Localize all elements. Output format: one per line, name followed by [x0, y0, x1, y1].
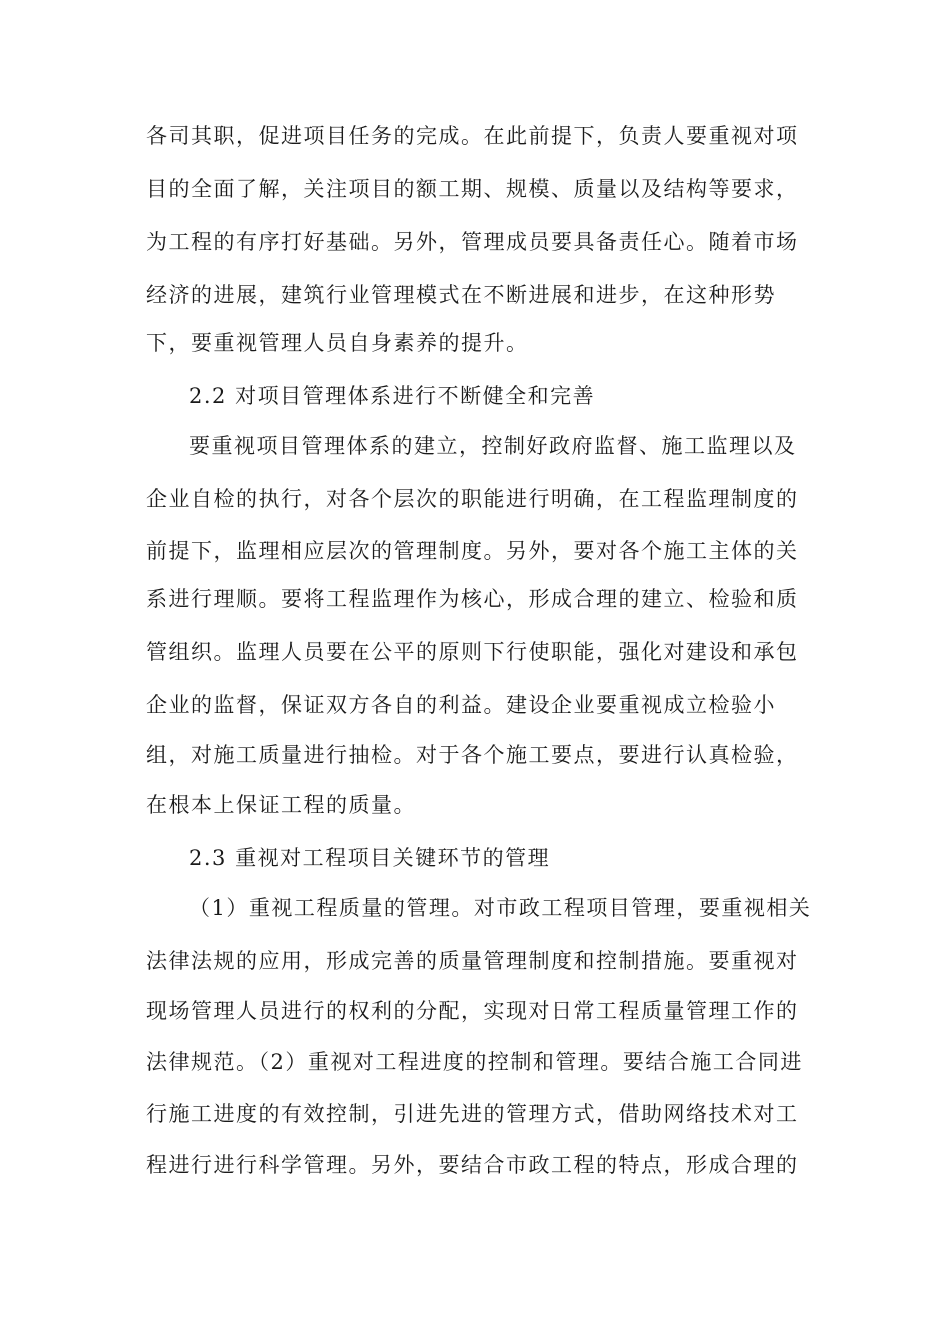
text-line: 下，要重视管理人员自身素养的提升。: [146, 331, 529, 355]
text-line: 管组织。监理人员要在公平的原则下行使职能，强化对建设和承包: [146, 640, 799, 664]
text-line: 法律规范。（2）重视对工程进度的控制和管理。要结合施工合同进: [146, 1050, 803, 1074]
text-line: 目的全面了解，关注项目的额工期、规模、质量以及结构等要求，: [146, 177, 799, 201]
text-line: 各司其职，促进项目任务的完成。在此前提下，负责人要重视对项: [146, 124, 799, 148]
text-line: 前提下，监理相应层次的管理制度。另外，要对各个施工主体的关: [146, 539, 799, 563]
text-line: 程进行进行科学管理。另外，要结合市政工程的特点，形成合理的: [146, 1153, 799, 1177]
text-line: 组，对施工质量进行抽检。对于各个施工要点，要进行认真检验，: [146, 743, 799, 767]
text-line: 在根本上保证工程的质量。: [146, 793, 416, 817]
section-heading: 2.3 重视对工程项目关键环节的管理: [189, 846, 551, 870]
text-line: 企业自检的执行，对各个层次的职能进行明确，在工程监理制度的: [146, 487, 799, 511]
text-line: 法律法规的应用，形成完善的质量管理制度和控制措施。要重视对: [146, 949, 799, 973]
text-line: 要重视项目管理体系的建立，控制好政府监督、施工监理以及: [189, 434, 797, 458]
text-line: 系进行理顺。要将工程监理作为核心，形成合理的建立、检验和质: [146, 587, 799, 611]
text-line: 现场管理人员进行的权利的分配，实现对日常工程质量管理工作的: [146, 999, 799, 1023]
text-line: 为工程的有序打好基础。另外，管理成员要具备责任心。随着市场: [146, 230, 799, 254]
text-line: 企业的监督，保证双方各自的利益。建设企业要重视成立检验小: [146, 693, 776, 717]
text-line: 行施工进度的有效控制，引进先进的管理方式，借助网络技术对工: [146, 1102, 799, 1126]
section-heading: 2.2 对项目管理体系进行不断健全和完善: [189, 384, 596, 408]
text-line: 经济的进展，建筑行业管理模式在不断进展和进步，在这种形势: [146, 283, 776, 307]
text-line: （1）重视工程质量的管理。对市政工程项目管理，要重视相关: [189, 896, 812, 920]
